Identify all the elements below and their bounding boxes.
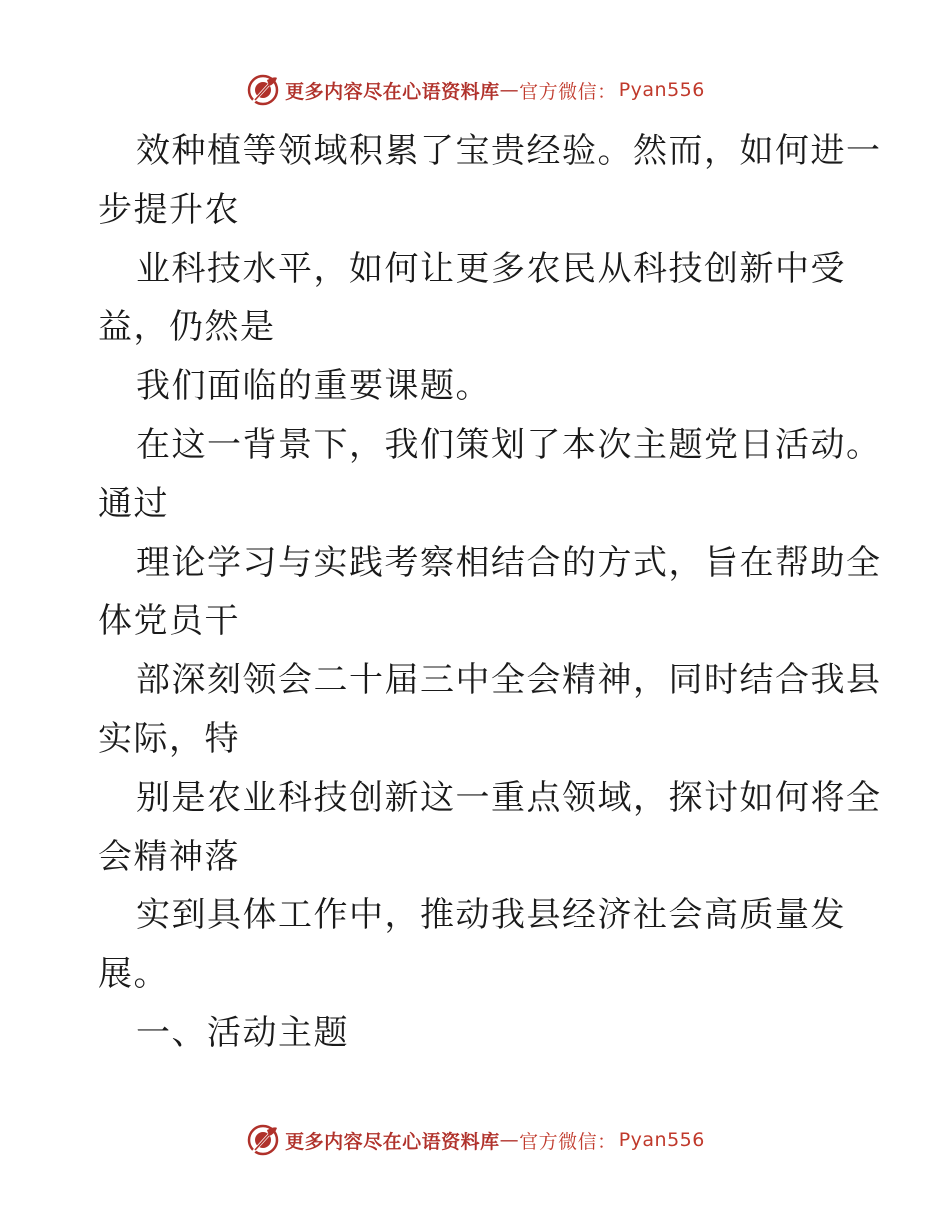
text-line: 展。 bbox=[98, 954, 169, 995]
text-line: 在这一背景下，我们策划了本次主题党日活动。 bbox=[136, 424, 882, 465]
text-line: 别是农业科技创新这一重点领域，探讨如何将全 bbox=[136, 777, 882, 818]
text-line: 我们面临的重要课题。 bbox=[136, 366, 491, 407]
document-body bbox=[98, 122, 882, 1063]
footer-banner bbox=[0, 1120, 950, 1160]
banner-wechat-id: Pyan556 bbox=[618, 79, 705, 101]
text-line: 实到具体工作中，推动我县经济社会高质量发 bbox=[136, 895, 846, 936]
text-line: 一、活动主题 bbox=[136, 1012, 349, 1053]
text-line: 部深刻领会二十届三中全会精神，同时结合我县 bbox=[136, 660, 882, 701]
text-line: 通过 bbox=[98, 483, 169, 524]
banner-dash: — bbox=[499, 1129, 520, 1151]
banner-official-label: 官方微信： bbox=[519, 1130, 617, 1153]
banner-official-label: 官方微信： bbox=[519, 80, 617, 103]
banner-dash: — bbox=[499, 79, 520, 101]
banner-wechat-id: Pyan556 bbox=[618, 1129, 705, 1151]
text-line: 步提升农 bbox=[98, 189, 240, 230]
text-line: 理论学习与实践考察相结合的方式，旨在帮助全 bbox=[136, 542, 882, 583]
text-line: 益，仍然是 bbox=[98, 307, 276, 348]
text-line: 体党员干 bbox=[98, 601, 240, 642]
quill-logo-icon bbox=[245, 1122, 281, 1158]
banner-brand-text: 更多内容尽在心语资料库 bbox=[285, 1130, 500, 1153]
text-line: 会精神落 bbox=[98, 836, 240, 877]
quill-logo-icon bbox=[245, 72, 281, 108]
banner-brand-text: 更多内容尽在心语资料库 bbox=[285, 80, 500, 103]
text-line: 业科技水平，如何让更多农民从科技创新中受 bbox=[136, 248, 846, 289]
text-line: 效种植等领域积累了宝贵经验。然而，如何进一 bbox=[136, 131, 882, 171]
header-banner bbox=[0, 70, 950, 110]
text-line: 实际，特 bbox=[98, 718, 240, 759]
